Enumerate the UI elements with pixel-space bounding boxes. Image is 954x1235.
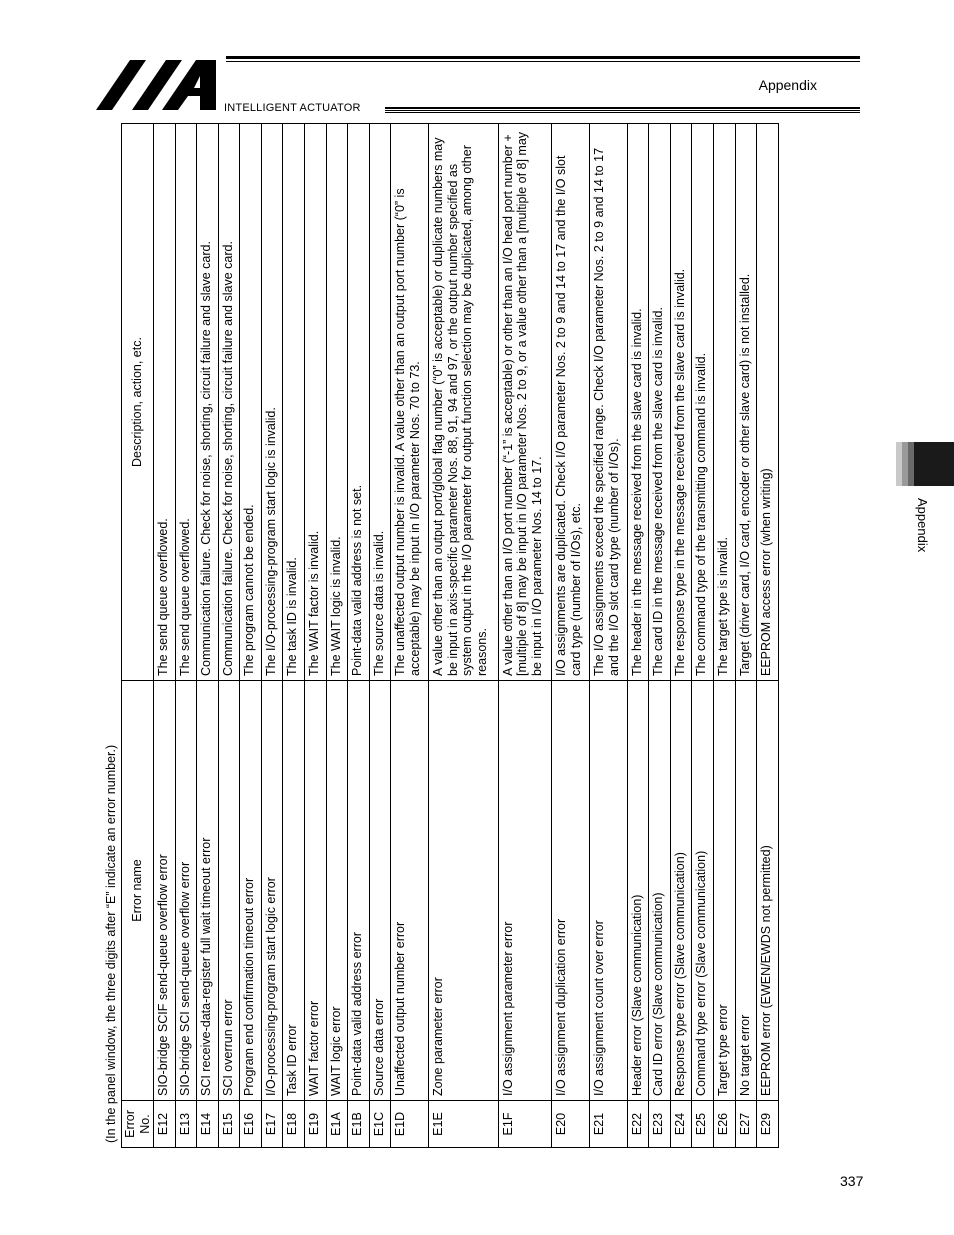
error-number-cell: E23 <box>649 1101 671 1148</box>
table-row <box>240 124 262 1148</box>
error-description-cell: The send queue overflowed. <box>154 124 176 681</box>
error-number-cell: E22 <box>627 1101 649 1148</box>
error-name-cell: Card ID error (Slave communication) <box>649 681 671 1101</box>
error-name-cell: Command type error (Slave communication) <box>692 681 714 1101</box>
error-table-block <box>103 124 779 1148</box>
table-row <box>326 124 348 1148</box>
error-name-cell: SCI overrun error <box>218 681 240 1101</box>
error-description-cell: I/O assignments are duplicated. Check I/O parameter Nos. 2 to 9 and 14 to 17 and the I/O slot card type (number of I/Os), etc. <box>552 124 590 681</box>
error-description-cell: The response type in the message received from the slave card is invalid. <box>670 124 692 681</box>
table-row <box>391 124 429 1148</box>
error-name-cell: Task ID error <box>283 681 305 1101</box>
page-number: 337 <box>840 1173 864 1189</box>
error-name-cell: I/O assignment count over error <box>590 681 628 1101</box>
side-tab-label: Appendix <box>915 498 930 553</box>
error-description-cell: Communication failure. Check for noise, shorting, circuit failure and slave card. <box>218 124 240 681</box>
error-description-cell: The source data is invalid. <box>369 124 391 681</box>
table-row <box>735 124 757 1148</box>
table-row <box>552 124 590 1148</box>
column-header-error-no: Error No. <box>122 1101 154 1148</box>
error-name-cell: SIO-bridge SCIF send-queue overflow error <box>154 681 176 1101</box>
error-description-cell: The WAIT logic is invalid. <box>326 124 348 681</box>
error-number-cell: E1B <box>348 1101 370 1148</box>
error-name-cell: SIO-bridge SCI send-queue overflow error <box>175 681 197 1101</box>
table-row <box>261 124 283 1148</box>
error-description-cell: EEPROM access error (when writing) <box>757 124 779 681</box>
error-name-cell: I/O assignment parameter error <box>498 681 552 1101</box>
table-row <box>197 124 219 1148</box>
error-number-cell: E15 <box>218 1101 240 1148</box>
company-logo <box>96 58 222 112</box>
error-description-cell: A value other than an I/O port number (“-1” is acceptable) or other than an I/O head port number + [multiple of 8] may be input in I/O parameter Nos. 2 to 9, or a value other than a [multiple of 8] may be input in I/O parameter Nos. 14 to 17. <box>498 124 552 681</box>
error-name-cell: WAIT factor error <box>305 681 327 1101</box>
error-name-cell: Point-data valid address error <box>348 681 370 1101</box>
error-number-cell: E27 <box>735 1101 757 1148</box>
error-name-cell: Unaffected output number error <box>391 681 429 1101</box>
table-row <box>218 124 240 1148</box>
error-description-cell: The send queue overflowed. <box>175 124 197 681</box>
error-number-cell: E1F <box>498 1101 552 1148</box>
error-description-cell: The I/O assignments exceed the specified range. Check I/O parameter Nos. 2 to 9 and 14 to 17 and the I/O slot card type (number of I/Os). <box>590 124 628 681</box>
header-brand-rule <box>385 107 860 113</box>
error-description-cell: The I/O-processing-program start logic is invalid. <box>261 124 283 681</box>
error-name-cell: Zone parameter error <box>429 681 499 1101</box>
error-name-cell: WAIT logic error <box>326 681 348 1101</box>
error-number-cell: E19 <box>305 1101 327 1148</box>
error-number-cell: E1C <box>369 1101 391 1148</box>
error-number-cell: E24 <box>670 1101 692 1148</box>
error-number-cell: E21 <box>590 1101 628 1148</box>
table-caption: (In the panel window, the three digits after “E” indicate an error number.) <box>104 744 118 1143</box>
error-number-cell: E17 <box>261 1101 283 1148</box>
error-description-cell: The header in the message received from the slave card is invalid. <box>627 124 649 681</box>
error-number-cell: E14 <box>197 1101 219 1148</box>
table-row <box>649 124 671 1148</box>
table-row <box>348 124 370 1148</box>
table-row <box>757 124 779 1148</box>
error-description-cell: A value other than an output port/global flag number (“0” is acceptable) or duplicate numbers may be input in axis-specific parameter Nos. 88, 91, 94 and 97, or the output number specified as system output in the I/O parameter for output function selection may be duplicated, among other reasons. <box>429 124 499 681</box>
table-row <box>670 124 692 1148</box>
error-description-cell: Communication failure. Check for noise, shorting, circuit failure and slave card. <box>197 124 219 681</box>
table-row <box>498 124 552 1148</box>
error-number-cell: E1D <box>391 1101 429 1148</box>
table-row <box>714 124 736 1148</box>
error-name-cell: Response type error (Slave communication) <box>670 681 692 1101</box>
error-number-cell: E20 <box>552 1101 590 1148</box>
header-section-title: Appendix <box>758 77 817 93</box>
table-row <box>305 124 327 1148</box>
error-number-cell: E18 <box>283 1101 305 1148</box>
error-name-cell: Target type error <box>714 681 736 1101</box>
error-code-table <box>121 123 779 1148</box>
error-number-cell: E1E <box>429 1101 499 1148</box>
column-header-description: Description, action, etc. <box>122 124 154 681</box>
error-name-cell: No target error <box>735 681 757 1101</box>
table-row <box>175 124 197 1148</box>
error-description-cell: The task ID is invalid. <box>283 124 305 681</box>
error-description-cell: Point-data valid address is not set. <box>348 124 370 681</box>
header-rule <box>226 56 860 64</box>
appendix-side-tab <box>896 442 954 486</box>
error-number-cell: E29 <box>757 1101 779 1148</box>
table-row <box>590 124 628 1148</box>
error-description-cell: The WAIT factor is invalid. <box>305 124 327 681</box>
error-description-cell: Target (driver card, I/O card, encoder or other slave card) is not installed. <box>735 124 757 681</box>
error-name-cell: I/O-processing-program start logic error <box>261 681 283 1101</box>
error-name-cell: I/O assignment duplication error <box>552 681 590 1101</box>
table-row <box>627 124 649 1148</box>
error-number-cell: E26 <box>714 1101 736 1148</box>
table-row <box>283 124 305 1148</box>
error-name-cell: EEPROM error (EWEN/EWDS not permitted) <box>757 681 779 1101</box>
table-row <box>369 124 391 1148</box>
column-header-error-name: Error name <box>122 681 154 1101</box>
header-brand-text: INTELLIGENT ACTUATOR <box>224 102 361 114</box>
error-description-cell: The card ID in the message received from the slave card is invalid. <box>649 124 671 681</box>
error-number-cell: E12 <box>154 1101 176 1148</box>
error-number-cell: E16 <box>240 1101 262 1148</box>
error-number-cell: E25 <box>692 1101 714 1148</box>
error-number-cell: E13 <box>175 1101 197 1148</box>
error-name-cell: Program end confirmation timeout error <box>240 681 262 1101</box>
error-description-cell: The program cannot be ended. <box>240 124 262 681</box>
table-row <box>154 124 176 1148</box>
table-body <box>154 124 779 1148</box>
error-name-cell: Header error (Slave communication) <box>627 681 649 1101</box>
error-description-cell: The unaffected output number is invalid. A value other than an output port number (“0” is acceptable) may be input in I/O parameter Nos. 70 to 73. <box>391 124 429 681</box>
error-name-cell: SCI receive-data-register full wait timeout error <box>197 681 219 1101</box>
table-row <box>429 124 499 1148</box>
error-number-cell: E1A <box>326 1101 348 1148</box>
error-name-cell: Source data error <box>369 681 391 1101</box>
error-description-cell: The command type of the transmitting command is invalid. <box>692 124 714 681</box>
error-description-cell: The target type is invalid. <box>714 124 736 681</box>
table-header-row <box>122 124 154 1148</box>
table-row <box>692 124 714 1148</box>
